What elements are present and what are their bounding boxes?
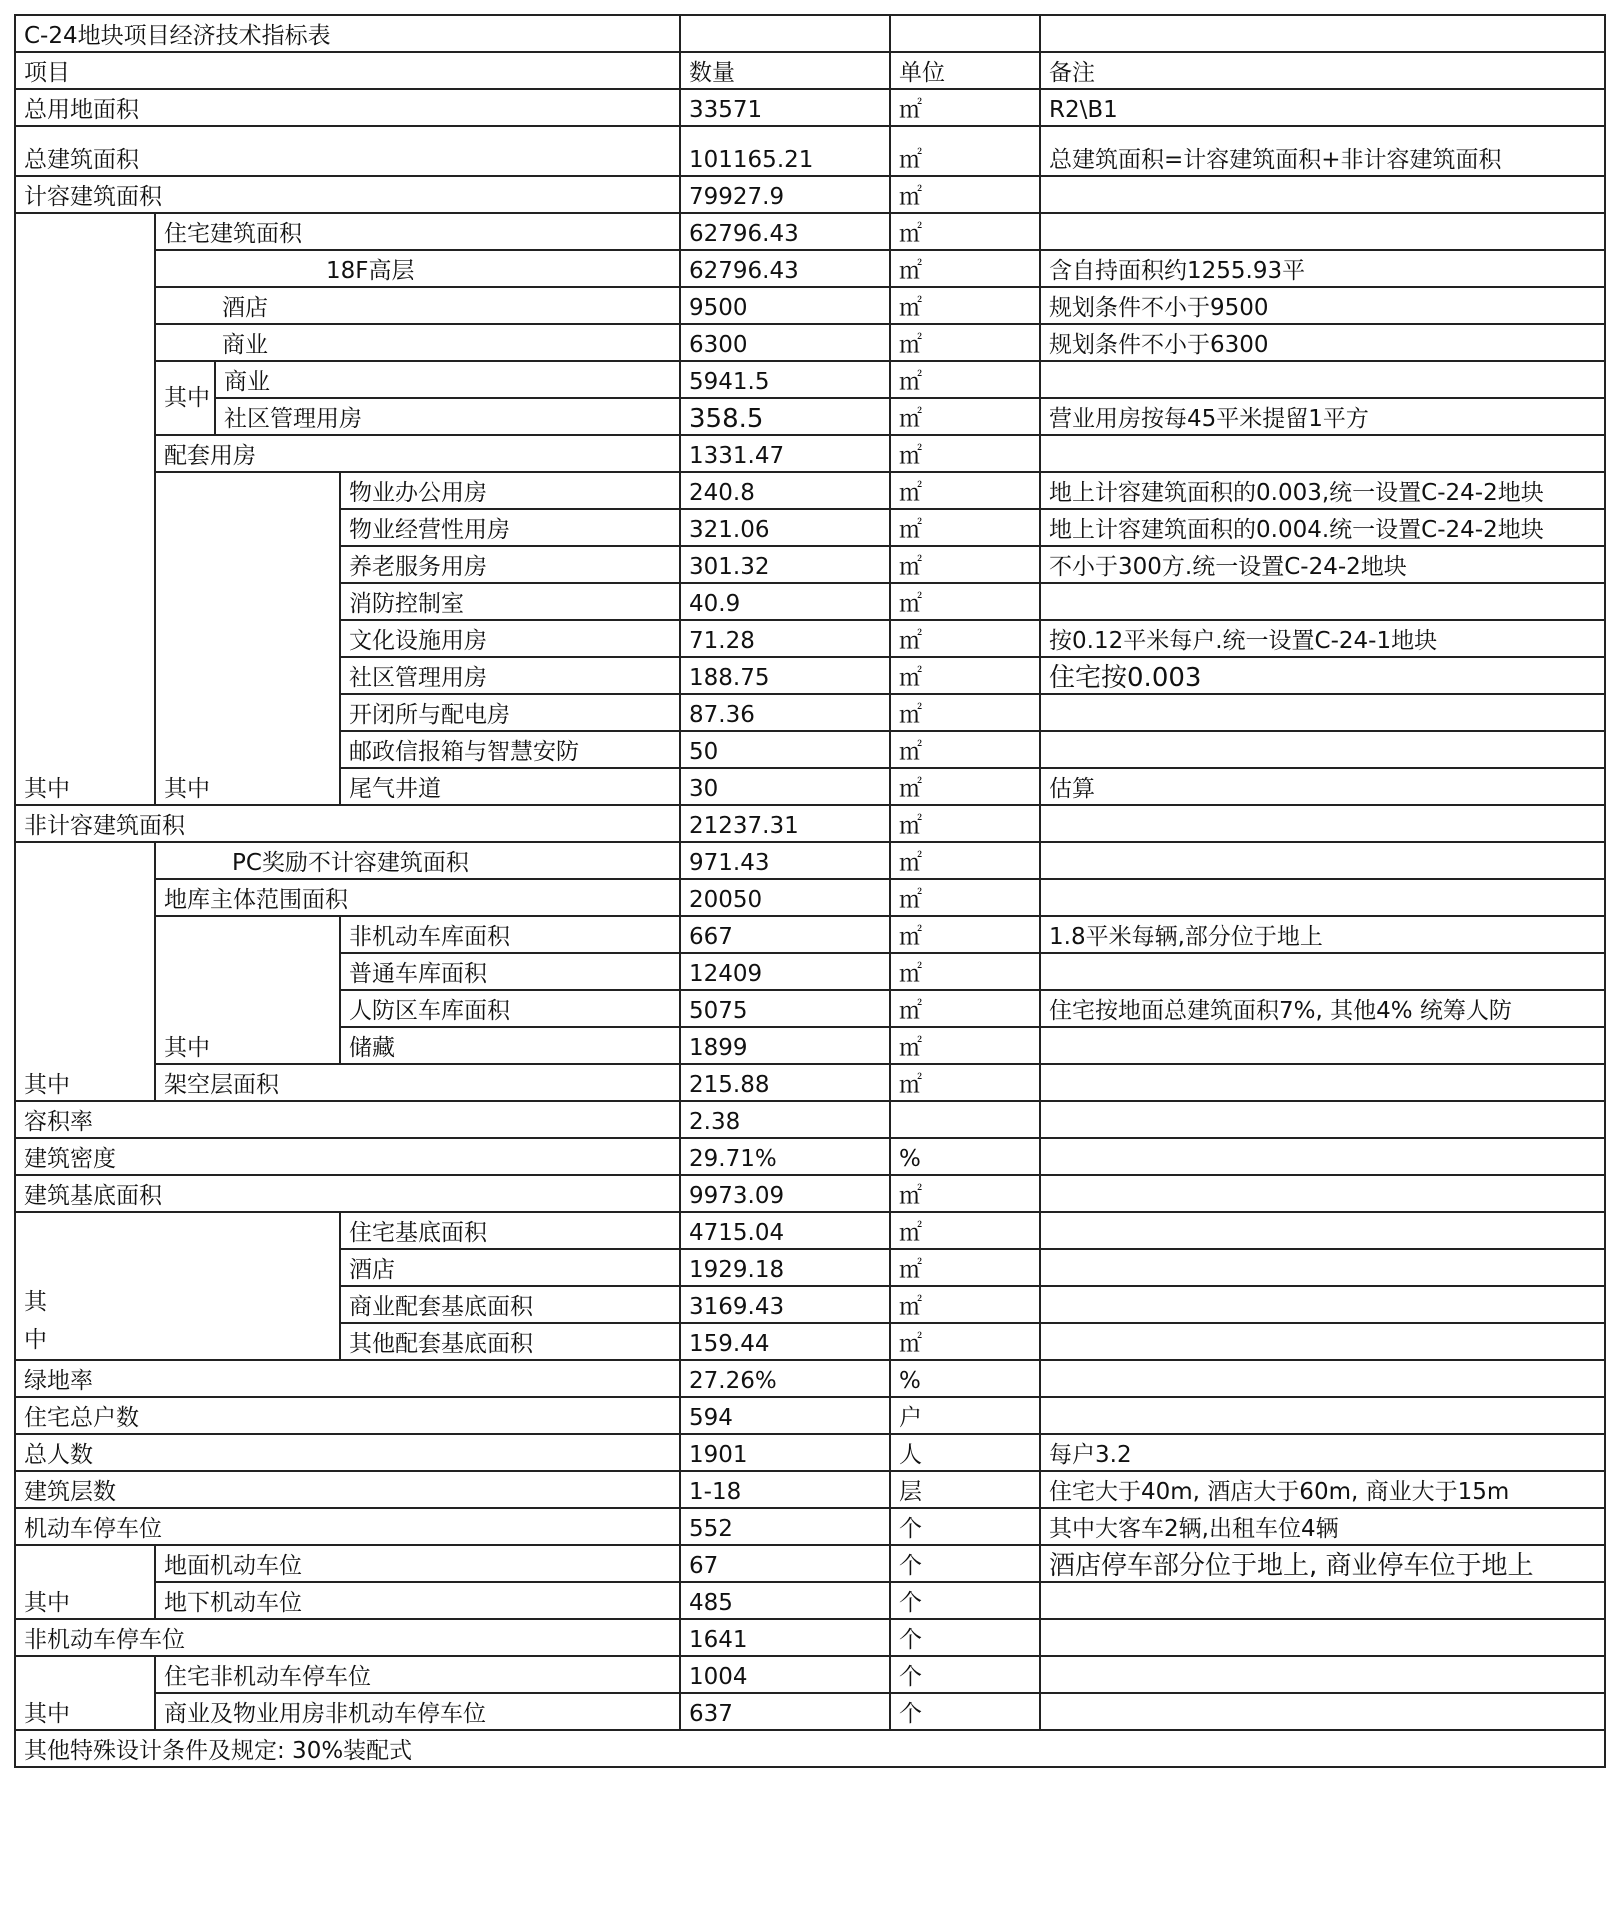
row-label: 架空层面积 bbox=[155, 1064, 680, 1101]
row-qty: 667 bbox=[680, 916, 890, 953]
header-row bbox=[15, 52, 1605, 89]
row-qty: 40.9 bbox=[680, 583, 890, 620]
row-qty: 101165.21 bbox=[680, 126, 890, 176]
footer-row bbox=[15, 1730, 1605, 1767]
row-note bbox=[1040, 213, 1605, 250]
row-unit: ㎡ bbox=[890, 250, 1040, 287]
row-note bbox=[1040, 1619, 1605, 1656]
footer-note: 其他特殊设计条件及规定: 30%装配式 bbox=[15, 1730, 1605, 1767]
row-qty: 29.71% bbox=[680, 1138, 890, 1175]
row-unit: 个 bbox=[890, 1582, 1040, 1619]
row-label: 计容建筑面积 bbox=[15, 176, 680, 213]
group-label-qizhong: 其中 bbox=[15, 1656, 155, 1730]
table-row bbox=[15, 1434, 1605, 1471]
group-label-qizhong: 其中 bbox=[15, 1545, 155, 1619]
row-unit: 户 bbox=[890, 1397, 1040, 1434]
row-qty: 62796.43 bbox=[680, 250, 890, 287]
row-note: 住宅大于40m, 酒店大于60m, 商业大于15m bbox=[1040, 1471, 1605, 1508]
row-label: 建筑基底面积 bbox=[15, 1175, 680, 1212]
row-note bbox=[1040, 1064, 1605, 1101]
row-note bbox=[1040, 1323, 1605, 1360]
row-label: 酒店 bbox=[155, 287, 680, 324]
row-label: 普通车库面积 bbox=[340, 953, 680, 990]
row-qty: 1929.18 bbox=[680, 1249, 890, 1286]
table-row bbox=[15, 1360, 1605, 1397]
row-note: 按0.12平米每户.统一设置C-24-1地块 bbox=[1040, 620, 1605, 657]
row-qty: 188.75 bbox=[680, 657, 890, 694]
row-label: 文化设施用房 bbox=[340, 620, 680, 657]
row-unit: 人 bbox=[890, 1434, 1040, 1471]
row-label: 配套用房 bbox=[155, 435, 680, 472]
row-unit: 个 bbox=[890, 1656, 1040, 1693]
row-qty: 971.43 bbox=[680, 842, 890, 879]
row-label: 地下机动车位 bbox=[155, 1582, 680, 1619]
row-qty: 20050 bbox=[680, 879, 890, 916]
row-label: 总人数 bbox=[15, 1434, 680, 1471]
row-label: 尾气井道 bbox=[340, 768, 680, 805]
row-label: 人防区车库面积 bbox=[340, 990, 680, 1027]
row-note: R2\B1 bbox=[1040, 89, 1605, 126]
row-qty: 33571 bbox=[680, 89, 890, 126]
row-unit: ㎡ bbox=[890, 176, 1040, 213]
table-row bbox=[15, 398, 1605, 435]
table-row bbox=[15, 472, 1605, 509]
row-unit: ㎡ bbox=[890, 990, 1040, 1027]
row-note bbox=[1040, 583, 1605, 620]
row-label: 非机动车停车位 bbox=[15, 1619, 680, 1656]
row-label: 住宅非机动车停车位 bbox=[155, 1656, 680, 1693]
row-qty: 301.32 bbox=[680, 546, 890, 583]
table-row bbox=[15, 213, 1605, 250]
table-row bbox=[15, 435, 1605, 472]
row-qty: 9973.09 bbox=[680, 1175, 890, 1212]
table-row bbox=[15, 1693, 1605, 1730]
row-note bbox=[1040, 1249, 1605, 1286]
row-label: 物业经营性用房 bbox=[340, 509, 680, 546]
row-qty: 321.06 bbox=[680, 509, 890, 546]
row-qty: 71.28 bbox=[680, 620, 890, 657]
table-row bbox=[15, 1619, 1605, 1656]
table-row bbox=[15, 1212, 1605, 1249]
row-qty: 67 bbox=[680, 1545, 890, 1582]
table-row bbox=[15, 324, 1605, 361]
row-unit bbox=[890, 1101, 1040, 1138]
row-label: 绿地率 bbox=[15, 1360, 680, 1397]
row-label: 总建筑面积 bbox=[15, 126, 680, 176]
row-note: 其中大客车2辆,出租车位4辆 bbox=[1040, 1508, 1605, 1545]
header-qty: 数量 bbox=[680, 52, 890, 89]
row-note: 地上计容建筑面积的0.003,统一设置C-24-2地块 bbox=[1040, 472, 1605, 509]
row-label: 住宅建筑面积 bbox=[155, 213, 680, 250]
row-note bbox=[1040, 1027, 1605, 1064]
row-qty: 6300 bbox=[680, 324, 890, 361]
row-label: 社区管理用房 bbox=[215, 398, 680, 435]
row-unit: ㎡ bbox=[890, 953, 1040, 990]
row-qty: 485 bbox=[680, 1582, 890, 1619]
table-row bbox=[15, 916, 1605, 953]
table-row bbox=[15, 1101, 1605, 1138]
row-note: 住宅按0.003 bbox=[1040, 657, 1605, 694]
row-note bbox=[1040, 361, 1605, 398]
row-qty: 12409 bbox=[680, 953, 890, 990]
row-unit: ㎡ bbox=[890, 435, 1040, 472]
row-note: 酒店停车部分位于地上, 商业停车位于地上 bbox=[1040, 1545, 1605, 1582]
row-qty: 594 bbox=[680, 1397, 890, 1434]
row-unit: ㎡ bbox=[890, 213, 1040, 250]
row-unit: ㎡ bbox=[890, 287, 1040, 324]
table-row bbox=[15, 1175, 1605, 1212]
row-unit: ㎡ bbox=[890, 583, 1040, 620]
row-unit: ㎡ bbox=[890, 546, 1040, 583]
row-qty: 79927.9 bbox=[680, 176, 890, 213]
row-unit: ㎡ bbox=[890, 768, 1040, 805]
group-label-qizhong: 其中 bbox=[155, 916, 340, 1064]
row-unit: ㎡ bbox=[890, 1249, 1040, 1286]
row-qty: 2.38 bbox=[680, 1101, 890, 1138]
row-note: 不小于300方.统一设置C-24-2地块 bbox=[1040, 546, 1605, 583]
row-label: 消防控制室 bbox=[340, 583, 680, 620]
row-unit: % bbox=[890, 1138, 1040, 1175]
group-label-qi-zhong bbox=[15, 1212, 340, 1360]
row-qty: 5941.5 bbox=[680, 361, 890, 398]
group-label-qi: 其 bbox=[24, 1289, 47, 1315]
row-qty: 5075 bbox=[680, 990, 890, 1027]
row-unit: ㎡ bbox=[890, 509, 1040, 546]
row-unit: 个 bbox=[890, 1619, 1040, 1656]
table-row bbox=[15, 287, 1605, 324]
table-row bbox=[15, 89, 1605, 126]
row-unit: ㎡ bbox=[890, 1175, 1040, 1212]
row-qty: 1-18 bbox=[680, 1471, 890, 1508]
row-qty: 358.5 bbox=[680, 398, 890, 435]
table-row bbox=[15, 879, 1605, 916]
row-unit: ㎡ bbox=[890, 398, 1040, 435]
row-note bbox=[1040, 1656, 1605, 1693]
row-note: 规划条件不小于6300 bbox=[1040, 324, 1605, 361]
table-row bbox=[15, 250, 1605, 287]
table-row bbox=[15, 1397, 1605, 1434]
row-qty: 87.36 bbox=[680, 694, 890, 731]
row-unit: ㎡ bbox=[890, 1064, 1040, 1101]
row-qty: 552 bbox=[680, 1508, 890, 1545]
row-unit: 层 bbox=[890, 1471, 1040, 1508]
row-label: 商业 bbox=[215, 361, 680, 398]
row-label: 非机动车库面积 bbox=[340, 916, 680, 953]
row-note: 总建筑面积=计容建筑面积+非计容建筑面积 bbox=[1040, 126, 1605, 176]
row-unit: 个 bbox=[890, 1545, 1040, 1582]
row-note bbox=[1040, 1175, 1605, 1212]
row-label: 其他配套基底面积 bbox=[340, 1323, 680, 1360]
row-qty: 240.8 bbox=[680, 472, 890, 509]
table-row bbox=[15, 1582, 1605, 1619]
row-label: 商业 bbox=[155, 324, 680, 361]
row-note bbox=[1040, 1286, 1605, 1323]
row-note bbox=[1040, 1582, 1605, 1619]
table-row bbox=[15, 1064, 1605, 1101]
row-label: 酒店 bbox=[340, 1249, 680, 1286]
row-note bbox=[1040, 1101, 1605, 1138]
row-unit: ㎡ bbox=[890, 1212, 1040, 1249]
row-label: 储藏 bbox=[340, 1027, 680, 1064]
row-label: 机动车停车位 bbox=[15, 1508, 680, 1545]
row-unit: ㎡ bbox=[890, 805, 1040, 842]
row-unit: ㎡ bbox=[890, 731, 1040, 768]
table-row bbox=[15, 842, 1605, 879]
row-unit: ㎡ bbox=[890, 472, 1040, 509]
row-note bbox=[1040, 1212, 1605, 1249]
row-unit: ㎡ bbox=[890, 1027, 1040, 1064]
row-label: 物业办公用房 bbox=[340, 472, 680, 509]
header-unit: 单位 bbox=[890, 52, 1040, 89]
row-qty: 1901 bbox=[680, 1434, 890, 1471]
row-label: 容积率 bbox=[15, 1101, 680, 1138]
row-note bbox=[1040, 1397, 1605, 1434]
row-label: 住宅总户数 bbox=[15, 1397, 680, 1434]
row-qty: 1331.47 bbox=[680, 435, 890, 472]
row-unit: 个 bbox=[890, 1508, 1040, 1545]
row-note bbox=[1040, 953, 1605, 990]
row-label: 建筑层数 bbox=[15, 1471, 680, 1508]
row-qty: 1641 bbox=[680, 1619, 890, 1656]
row-note bbox=[1040, 1693, 1605, 1730]
row-note bbox=[1040, 879, 1605, 916]
row-label: 地库主体范围面积 bbox=[155, 879, 680, 916]
row-note bbox=[1040, 1138, 1605, 1175]
row-qty: 21237.31 bbox=[680, 805, 890, 842]
group-label-qizhong: 其中 bbox=[155, 472, 340, 805]
row-unit: % bbox=[890, 1360, 1040, 1397]
row-note bbox=[1040, 694, 1605, 731]
table-row bbox=[15, 805, 1605, 842]
row-unit: ㎡ bbox=[890, 694, 1040, 731]
row-note: 1.8平米每辆,部分位于地上 bbox=[1040, 916, 1605, 953]
row-qty: 30 bbox=[680, 768, 890, 805]
row-qty: 9500 bbox=[680, 287, 890, 324]
row-label: 商业配套基底面积 bbox=[340, 1286, 680, 1323]
row-qty: 1004 bbox=[680, 1656, 890, 1693]
indicator-table bbox=[14, 14, 1606, 1768]
row-note: 住宅按地面总建筑面积7%, 其他4% 统筹人防 bbox=[1040, 990, 1605, 1027]
row-qty: 50 bbox=[680, 731, 890, 768]
group-label-qizhong: 其中 bbox=[15, 213, 155, 805]
row-unit: ㎡ bbox=[890, 657, 1040, 694]
row-label: 邮政信报箱与智慧安防 bbox=[340, 731, 680, 768]
row-note bbox=[1040, 1360, 1605, 1397]
row-note: 地上计容建筑面积的0.004.统一设置C-24-2地块 bbox=[1040, 509, 1605, 546]
row-label: 非计容建筑面积 bbox=[15, 805, 680, 842]
row-note bbox=[1040, 731, 1605, 768]
row-unit: ㎡ bbox=[890, 1323, 1040, 1360]
group-label-qizhong: 其中 bbox=[155, 361, 215, 435]
row-unit: ㎡ bbox=[890, 126, 1040, 176]
row-label: 社区管理用房 bbox=[340, 657, 680, 694]
row-unit: ㎡ bbox=[890, 620, 1040, 657]
row-note: 营业用房按每45平米提留1平方 bbox=[1040, 398, 1605, 435]
row-label: 建筑密度 bbox=[15, 1138, 680, 1175]
table-row bbox=[15, 361, 1605, 398]
row-label: 养老服务用房 bbox=[340, 546, 680, 583]
row-qty: 1899 bbox=[680, 1027, 890, 1064]
table-row bbox=[15, 176, 1605, 213]
row-unit: ㎡ bbox=[890, 89, 1040, 126]
table-row bbox=[15, 1508, 1605, 1545]
table-title: C-24地块项目经济技术指标表 bbox=[15, 15, 680, 52]
row-label: 总用地面积 bbox=[15, 89, 680, 126]
row-label: 开闭所与配电房 bbox=[340, 694, 680, 731]
row-unit: ㎡ bbox=[890, 1286, 1040, 1323]
row-label: 地面机动车位 bbox=[155, 1545, 680, 1582]
row-qty: 215.88 bbox=[680, 1064, 890, 1101]
table-row bbox=[15, 1471, 1605, 1508]
row-qty: 3169.43 bbox=[680, 1286, 890, 1323]
row-qty: 4715.04 bbox=[680, 1212, 890, 1249]
table-row bbox=[15, 1545, 1605, 1582]
row-unit: ㎡ bbox=[890, 324, 1040, 361]
row-unit: ㎡ bbox=[890, 879, 1040, 916]
group-label-zhong: 中 bbox=[24, 1327, 47, 1353]
row-qty: 637 bbox=[680, 1693, 890, 1730]
row-label: 住宅基底面积 bbox=[340, 1212, 680, 1249]
row-note: 含自持面积约1255.93平 bbox=[1040, 250, 1605, 287]
row-unit: ㎡ bbox=[890, 361, 1040, 398]
row-qty: 27.26% bbox=[680, 1360, 890, 1397]
header-item: 项目 bbox=[15, 52, 680, 89]
row-qty: 159.44 bbox=[680, 1323, 890, 1360]
row-label: 18F高层 bbox=[155, 250, 680, 287]
row-note bbox=[1040, 176, 1605, 213]
row-unit: ㎡ bbox=[890, 916, 1040, 953]
row-note bbox=[1040, 842, 1605, 879]
row-label: PC奖励不计容建筑面积 bbox=[155, 842, 680, 879]
table-row bbox=[15, 1656, 1605, 1693]
row-note: 估算 bbox=[1040, 768, 1605, 805]
row-note: 每户3.2 bbox=[1040, 1434, 1605, 1471]
table-row bbox=[15, 1138, 1605, 1175]
group-label-qizhong: 其中 bbox=[15, 842, 155, 1101]
table-row bbox=[15, 126, 1605, 176]
row-unit: ㎡ bbox=[890, 842, 1040, 879]
row-note bbox=[1040, 805, 1605, 842]
title-row bbox=[15, 15, 1605, 52]
row-qty: 62796.43 bbox=[680, 213, 890, 250]
row-note: 规划条件不小于9500 bbox=[1040, 287, 1605, 324]
row-note bbox=[1040, 435, 1605, 472]
header-note: 备注 bbox=[1040, 52, 1605, 89]
row-unit: 个 bbox=[890, 1693, 1040, 1730]
row-label: 商业及物业用房非机动车停车位 bbox=[155, 1693, 680, 1730]
